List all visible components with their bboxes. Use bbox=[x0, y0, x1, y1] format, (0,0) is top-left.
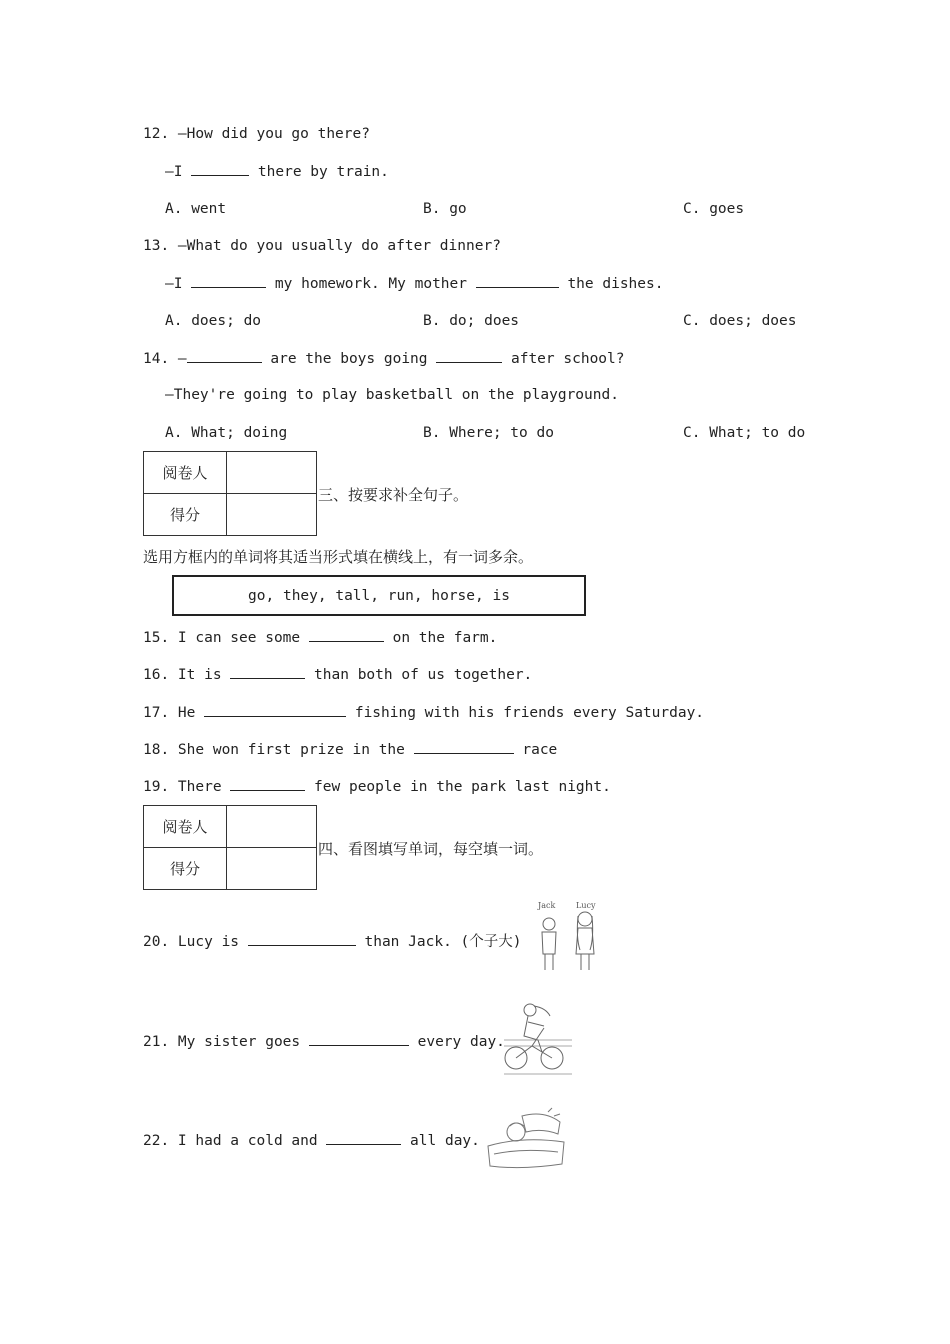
q18-pre: 18. She won first prize in the bbox=[143, 742, 414, 758]
q13-ans-pre: —I bbox=[165, 276, 192, 292]
q17-blank[interactable] bbox=[204, 702, 346, 717]
q12-option-b[interactable]: B. go bbox=[423, 201, 467, 217]
q22-post: all day. bbox=[401, 1133, 480, 1149]
q18-post: race bbox=[513, 742, 558, 758]
q21 bbox=[143, 1031, 505, 1052]
q17-post: fishing with his friends every Saturday. bbox=[346, 705, 705, 721]
girl-cycling-image bbox=[500, 996, 576, 1080]
q20-blank[interactable] bbox=[248, 931, 356, 946]
q14-stem bbox=[143, 348, 624, 369]
score-table-section4 bbox=[143, 805, 317, 890]
q12-ans-pre: —I bbox=[165, 164, 192, 180]
q20-pre: 20. Lucy is bbox=[143, 934, 248, 950]
q20-post: than Jack. (个子大) bbox=[355, 934, 522, 950]
q12-stem: 12. —How did you go there? bbox=[143, 126, 370, 142]
q13-blank-2[interactable] bbox=[476, 273, 559, 288]
reviewer-cell[interactable] bbox=[227, 452, 317, 494]
q21-post: every day. bbox=[408, 1034, 505, 1050]
q15-post: on the farm. bbox=[383, 630, 498, 646]
q12-blank[interactable] bbox=[191, 161, 249, 176]
reviewer-label: 阅卷人 bbox=[144, 452, 227, 494]
q14-pre: 14. — bbox=[143, 351, 187, 367]
q19-blank[interactable] bbox=[230, 776, 305, 791]
q13-blank-1[interactable] bbox=[191, 273, 266, 288]
q16 bbox=[143, 664, 532, 685]
image-label-jack: Jack bbox=[538, 901, 556, 910]
q19 bbox=[143, 776, 611, 797]
q22-blank[interactable] bbox=[326, 1130, 401, 1145]
image-label-lucy: Lucy bbox=[576, 901, 596, 910]
reviewer-cell[interactable] bbox=[227, 806, 317, 848]
q16-pre: 16. It is bbox=[143, 667, 231, 683]
q13-answer-line bbox=[165, 273, 663, 294]
q13-ans-post: the dishes. bbox=[558, 276, 664, 292]
score-cell[interactable] bbox=[227, 494, 317, 536]
word-bank-box bbox=[172, 575, 586, 616]
q13-option-c[interactable]: C. does; does bbox=[683, 313, 797, 329]
sick-in-bed-image bbox=[482, 1106, 568, 1178]
q15 bbox=[143, 627, 497, 648]
q14-blank-1[interactable] bbox=[187, 348, 262, 363]
q14-option-a[interactable]: A. What; doing bbox=[165, 425, 288, 441]
q15-pre: 15. I can see some bbox=[143, 630, 309, 646]
section3-title: 三、按要求补全句子。 bbox=[318, 486, 469, 504]
q19-post: few people in the park last night. bbox=[305, 779, 611, 795]
q21-pre: 21. My sister goes bbox=[143, 1034, 309, 1050]
q14-mid: are the boys going bbox=[261, 351, 437, 367]
q21-blank[interactable] bbox=[309, 1031, 409, 1046]
q13-option-b[interactable]: B. do; does bbox=[423, 313, 520, 329]
q17-pre: 17. He bbox=[143, 705, 205, 721]
q13-ans-mid: my homework. My mother bbox=[266, 276, 476, 292]
q16-blank[interactable] bbox=[230, 664, 305, 679]
q15-blank[interactable] bbox=[309, 627, 384, 642]
q12-option-c[interactable]: C. goes bbox=[683, 201, 745, 217]
q12-answer-line bbox=[165, 161, 389, 182]
q12-option-a[interactable]: A. went bbox=[165, 201, 227, 217]
q20 bbox=[143, 931, 521, 952]
q14-answer: —They're going to play basketball on the playground. bbox=[165, 387, 619, 403]
score-table-section3 bbox=[143, 451, 317, 536]
q16-post: than both of us together. bbox=[305, 667, 533, 683]
q22 bbox=[143, 1130, 480, 1151]
q18-blank[interactable] bbox=[414, 739, 514, 754]
q19-pre: 19. There bbox=[143, 779, 231, 795]
q14-post: after school? bbox=[502, 351, 625, 367]
section3-instruction: 选用方框内的单词将其适当形式填在横线上，有一词多余。 bbox=[143, 548, 534, 566]
score-label: 得分 bbox=[144, 848, 227, 890]
reviewer-label: 阅卷人 bbox=[144, 806, 227, 848]
q22-pre: 22. I had a cold and bbox=[143, 1133, 327, 1149]
jack-lucy-height-image bbox=[532, 898, 608, 974]
score-label: 得分 bbox=[144, 494, 227, 536]
q18 bbox=[143, 739, 557, 760]
q17 bbox=[143, 702, 704, 723]
q12-ans-post: there by train. bbox=[249, 164, 389, 180]
q14-option-c[interactable]: C. What; to do bbox=[683, 425, 806, 441]
q14-option-b[interactable]: B. Where; to do bbox=[423, 425, 554, 441]
word-bank: go, they, tall, run, horse, is bbox=[248, 587, 510, 604]
section4-title: 四、看图填写单词，每空填一词。 bbox=[318, 840, 544, 858]
q13-stem: 13. —What do you usually do after dinner? bbox=[143, 238, 501, 254]
q13-option-a[interactable]: A. does; do bbox=[165, 313, 262, 329]
score-cell[interactable] bbox=[227, 848, 317, 890]
q14-blank-2[interactable] bbox=[436, 348, 502, 363]
